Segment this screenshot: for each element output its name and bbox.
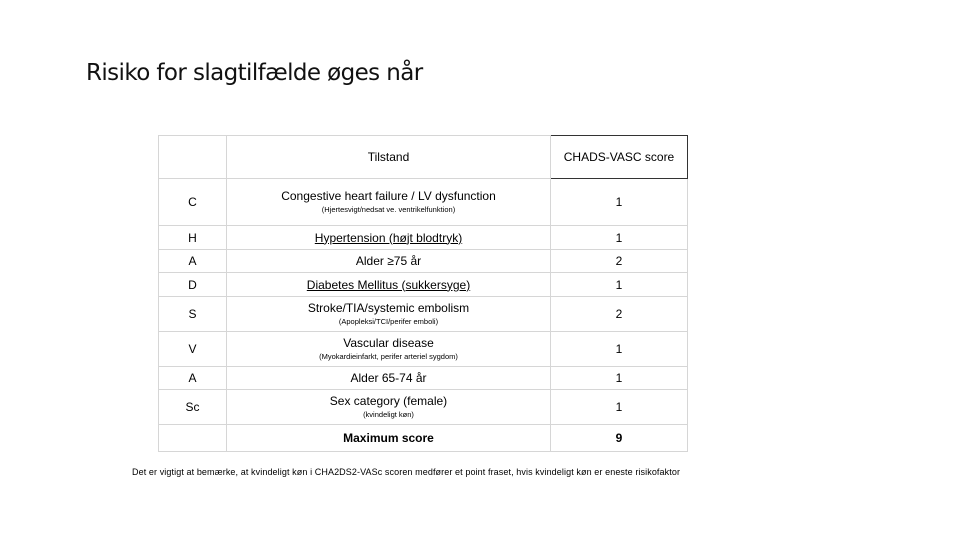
row-condition: Congestive heart failure / LV dysfunction xyxy=(281,189,496,203)
row-condition-cell xyxy=(227,332,551,367)
row-abbr: Sc xyxy=(159,390,227,425)
row-condition-sub: (Apopleksi/TCI/perifer emboli) xyxy=(338,317,439,326)
table-row xyxy=(159,332,688,367)
row-condition-cell xyxy=(227,179,551,226)
row-score: 2 xyxy=(551,250,688,273)
chadsvasc-table xyxy=(158,135,688,452)
header-condition-cell: Tilstand xyxy=(227,136,551,179)
row-condition-sub: (Myokardieinfarkt, perifer arteriel sygdom) xyxy=(319,352,458,361)
row-score: 1 xyxy=(551,332,688,367)
row-condition-cell xyxy=(227,273,551,297)
row-abbr: A xyxy=(159,250,227,273)
row-abbr: S xyxy=(159,297,227,332)
max-score-row xyxy=(159,425,688,452)
table-row xyxy=(159,250,688,273)
row-score: 1 xyxy=(551,273,688,297)
header-abbr-cell xyxy=(159,136,227,179)
table-row xyxy=(159,297,688,332)
row-condition: Diabetes Mellitus (sukkersyge) xyxy=(306,277,471,292)
table-row xyxy=(159,273,688,297)
row-condition: Sex category (female) xyxy=(329,394,448,408)
row-condition-cell xyxy=(227,367,551,390)
row-condition-cell xyxy=(227,390,551,425)
max-score-label: Maximum score xyxy=(227,425,551,452)
row-condition: Hypertension (højt blodtryk) xyxy=(314,230,463,245)
row-abbr: A xyxy=(159,367,227,390)
max-score-value: 9 xyxy=(551,425,688,452)
row-condition-cell xyxy=(227,297,551,332)
row-score: 1 xyxy=(551,367,688,390)
header-score-cell: CHADS-VASC score xyxy=(551,136,688,179)
row-score: 2 xyxy=(551,297,688,332)
table-row xyxy=(159,179,688,226)
slide-title: Risiko for slagtilfælde øges når xyxy=(86,60,423,86)
row-abbr: V xyxy=(159,332,227,367)
row-condition: Alder ≥75 år xyxy=(355,254,422,268)
table-row xyxy=(159,226,688,250)
max-empty-cell xyxy=(159,425,227,452)
table-row xyxy=(159,367,688,390)
row-abbr: C xyxy=(159,179,227,226)
table-row xyxy=(159,390,688,425)
footnote: Det er vigtigt at bemærke, at kvindeligt køn i CHA2DS2-VASc scoren medfører et point fraset, hvis kvindeligt køn er eneste risikofaktor xyxy=(132,467,681,477)
row-abbr: D xyxy=(159,273,227,297)
row-condition: Vascular disease xyxy=(343,336,434,350)
row-condition-cell xyxy=(227,250,551,273)
row-condition: Alder 65-74 år xyxy=(350,371,427,385)
row-condition: Stroke/TIA/systemic embolism xyxy=(307,301,470,315)
row-score: 1 xyxy=(551,226,688,250)
row-abbr: H xyxy=(159,226,227,250)
row-score: 1 xyxy=(551,390,688,425)
row-condition-cell xyxy=(227,226,551,250)
row-condition-sub: (kvindeligt køn) xyxy=(363,410,414,419)
row-score: 1 xyxy=(551,179,688,226)
table-header-row xyxy=(159,136,688,179)
row-condition-sub: (Hjertesvigt/nedsat ve. ventrikelfunktion) xyxy=(321,205,456,214)
